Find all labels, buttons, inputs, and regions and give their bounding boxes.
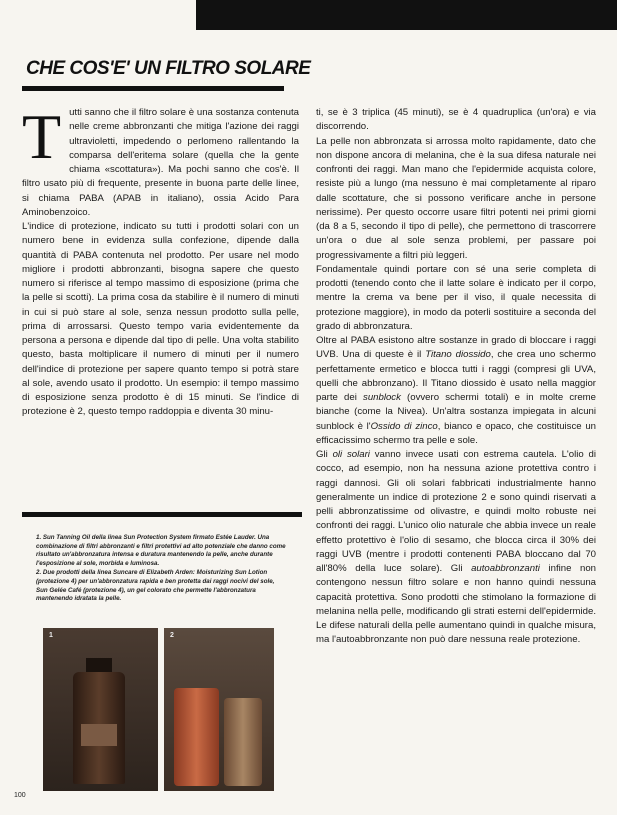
photo-label: 1 xyxy=(49,632,53,639)
paragraph: ti, se è 3 triplica (45 minuti), se è 4 quadruplica (un'ora) e via discorrendo. xyxy=(316,107,596,133)
paragraph xyxy=(316,334,596,448)
paragraph xyxy=(316,448,596,648)
page-number: 100 xyxy=(14,792,26,799)
photo-label: 2 xyxy=(170,632,174,639)
title-rule xyxy=(22,86,284,91)
text-run: Oltre al PABA esistono altre sostanze in grado di bloccare i raggi UVB. Una di queste è il xyxy=(316,335,596,361)
text-run: vanno invece usati con estrema cautela. L'olio di cocco, ad esempio, non ha nessuna azione protettiva contro i raggi dannosi. Gli oli solari fabbricati industrialmente hanno generalmente un indice di protezione 2 e sono quindi riservati a pelli abbronzatissime od olivastre, e quindi molto robuste nei confronti dei raggi. L'unico olio naturale che abbia invece un reale effetto protettivo è l'olio di sesamo, che blocca circa il 30% dei raggi UVB (mentre i prodotti contenenti PABA bloccano dal 70 all'80% della luce solare). Gli xyxy=(316,449,596,574)
photo-captions xyxy=(36,534,286,605)
term-autoabbronzanti: autoabbronzanti xyxy=(471,563,540,574)
header-black-bar xyxy=(196,0,617,30)
left-column xyxy=(22,101,299,420)
text-run: , che crea uno schermo perfettamente ermetico e blocca tutti i raggi (compresi gli UVA, quelli che abbronzano). Il Titano diossido è usato nella maggior parte dei xyxy=(316,349,596,403)
term-zinco: Ossido di zinco xyxy=(370,420,438,432)
term-sunblock: sunblock xyxy=(363,392,401,403)
text-run: Gli xyxy=(316,449,333,460)
product-photo-1 xyxy=(43,628,158,791)
text-run: , bianco e opaco, che costituisce un efficacissimo schermo tra pelle e sole. xyxy=(316,420,596,446)
paragraph: Fondamentale quindi portare con sé una serie completa di prodotti (tenendo conto che il latte solare è indicato per il corpo, mentre la crema va bene per il viso, il quale necessita di protezione maggiore), in modo da poterli sostituire a seconda del grado di abbronzatura. xyxy=(316,263,596,332)
paragraph: La pelle non abbronzata si arrossa molto rapidamente, dato che non dispone ancora di melanina, che è la sua difesa naturale nei confronti dei raggi. Man mano che l'epidermide acquista colore, resiste più a lungo (ma nessuno è mai completamente al riparo dalle scottature, che si possono verificare anche in persone nerissime). Per questo occorre usare filtri potenti nei primi giorni (da 8 a 5, secondo il tipo di pelle), che permettono di trascorrere un'ora o due al sole senza problemi, per passare poi progressivamente a filtri più leggeri. xyxy=(316,135,596,261)
product-photo-2 xyxy=(164,628,274,791)
text-run: (ovvero schermi totali) e in molte creme bianche (come la Nivea). Un'altra sostanza impiegata in alcuni sunblock è l' xyxy=(316,392,596,432)
term-titano: Titano diossido xyxy=(425,349,491,361)
bottle-label xyxy=(81,724,117,746)
drop-cap: T xyxy=(22,101,62,172)
caption-1: 1. Sun Tanning Oil della linea Sun Protection System firmato Estée Lauder. Una combinazione di filtri abbronzanti e filtri protettivi ad alto potenziale che danno come risultato un'abbronzatura intensa e duratura mantenendo la pelle, anche durante l'esposizione al sole, morbida e luminosa. xyxy=(36,534,286,567)
caption-2: 2. Due prodotti della linea Suncare di Elizabeth Arden: Moisturizing Sun Lotion (protezione 4) per un'abbronzatura rapida e ben protetta dai raggi nocivi del sole, Sun Gelée Café (protezione 4), un gel colorato che permette l'abbronzatura mantenendo idratata la pelle. xyxy=(36,569,275,603)
lotion-bottle xyxy=(174,688,219,786)
text-run: infine non contengono nessun filtro solare e non hanno quindi nessuna capacità protettiva. Sono prodotti che stimolano la formazione di melanina nella pelle, modificando gli strati esterni dell'epidermide. Le difese naturali della pelle aumentano quindi in qualche misura, ma l'autoabbronzante non può dare nessuna reale protezione. xyxy=(316,563,596,646)
right-column xyxy=(316,106,596,648)
gel-tube xyxy=(224,698,262,786)
section-rule xyxy=(22,512,302,517)
article-title: CHE COS'E' UN FILTRO SOLARE xyxy=(26,58,311,79)
paragraph: L'indice di protezione, indicato su tutti i prodotti solari con un numero bene in evidenza sulla confezione, dipende dalla quantità di PABA contenuta nel prodotto. Per usare nel modo migliore i prodotti abbronzanti, bisogna sapere che questo numero si riferisce al tempo massimo di esposizione (prima che la pelle si scotti). La prima cosa da stabilire è il numero di minuti in cui si può stare al sole, senza nessun prodotto sulla pelle, prima di arrossarsi. Questo tempo varia evidentemente da persona a persona e dipende dal tipo di pelle. Una volta stabilito questo, basta moltiplicare il numero di minuti per il numero dell'indice di protezione per sapere quanto tempo si potrà stare al sole, avendo usato il prodotto. Un esempio: il tempo massimo di esposizione senza prodotto è di 15 minuti. Se l'indice di protezione è 2, questo tempo raddoppia e diventa 30 minu- xyxy=(22,221,299,418)
paragraph: utti sanno che il filtro solare è una sostanza contenuta nelle creme abbronzanti che mitiga l'azione dei raggi ultravioletti, impedendo o perlomeno rallentando la comparsa dell'eritema solare (quella che la gente chiama «scottatura»). Ma pochi sanno che cos'è. Il filtro usato più di frequente, presente in buona parte delle linee, si chiama PABA (APAB in italiano), ossia Acido Para Aminobenzoico. xyxy=(22,107,299,218)
term-oli-solari: oli solari xyxy=(332,449,370,460)
